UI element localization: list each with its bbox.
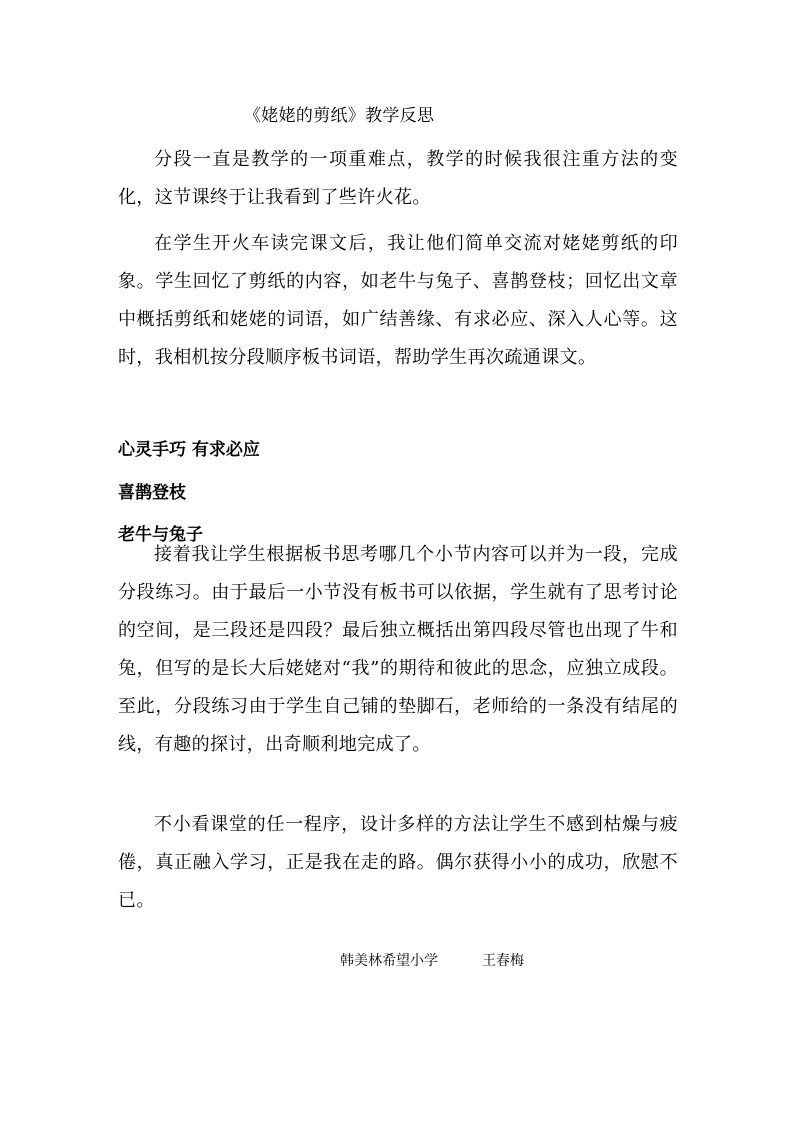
paragraph-4: 不小看课堂的任一程序，设计多样的方法让学生不感到枯燥与疲倦，真正融入学习，正是我在走的路。偶尔获得小小的成功，欣慰不已。: [118, 814, 678, 911]
board-line-2: 喜鹊登枝: [118, 483, 186, 503]
document-title: 《姥姥的剪纸》教学反思: [244, 106, 435, 126]
paragraph-3: 接着我让学生根据板书思考哪几个小节内容可以并为一段，完成分段练习。由于最后一小节没有板书可以依据，学生就有了思考讨论的空间，是三段还是四段？最后独立概括出第四段尽管也出现了牛和兔，但写的是长大后姥姥对“我”的期待和彼此的思念，应独立成段。至此，分段练习由于学生自己铺的垫脚石，老师给的一条没有结尾的线，有趣的探讨，出奇顺利地完成了。: [118, 544, 678, 755]
board-line-1: 心灵手巧 有求必应: [118, 440, 260, 460]
board-line-3: 老牛与兔子: [118, 525, 203, 545]
paragraph-1: 分段一直是教学的一项重难点，教学的时候我很注重方法的变化，这节课终于让我看到了些许火花。: [118, 149, 678, 208]
signature: [340, 951, 524, 971]
signature-author: 王春梅: [482, 953, 524, 969]
paragraph-2: 在学生开火车读完课文后，我让他们简单交流对姥姥剪纸的印象。学生回忆了剪纸的内容，如老牛与兔子、喜鹊登枝；回忆出文章中概括剪纸和姥姥的词语，如广结善缘、有求必应、深入人心等。这时，我相机按分段顺序板书词语，帮助学生再次疏通课文。: [118, 233, 678, 368]
signature-school: 韩美林希望小学: [340, 953, 438, 969]
